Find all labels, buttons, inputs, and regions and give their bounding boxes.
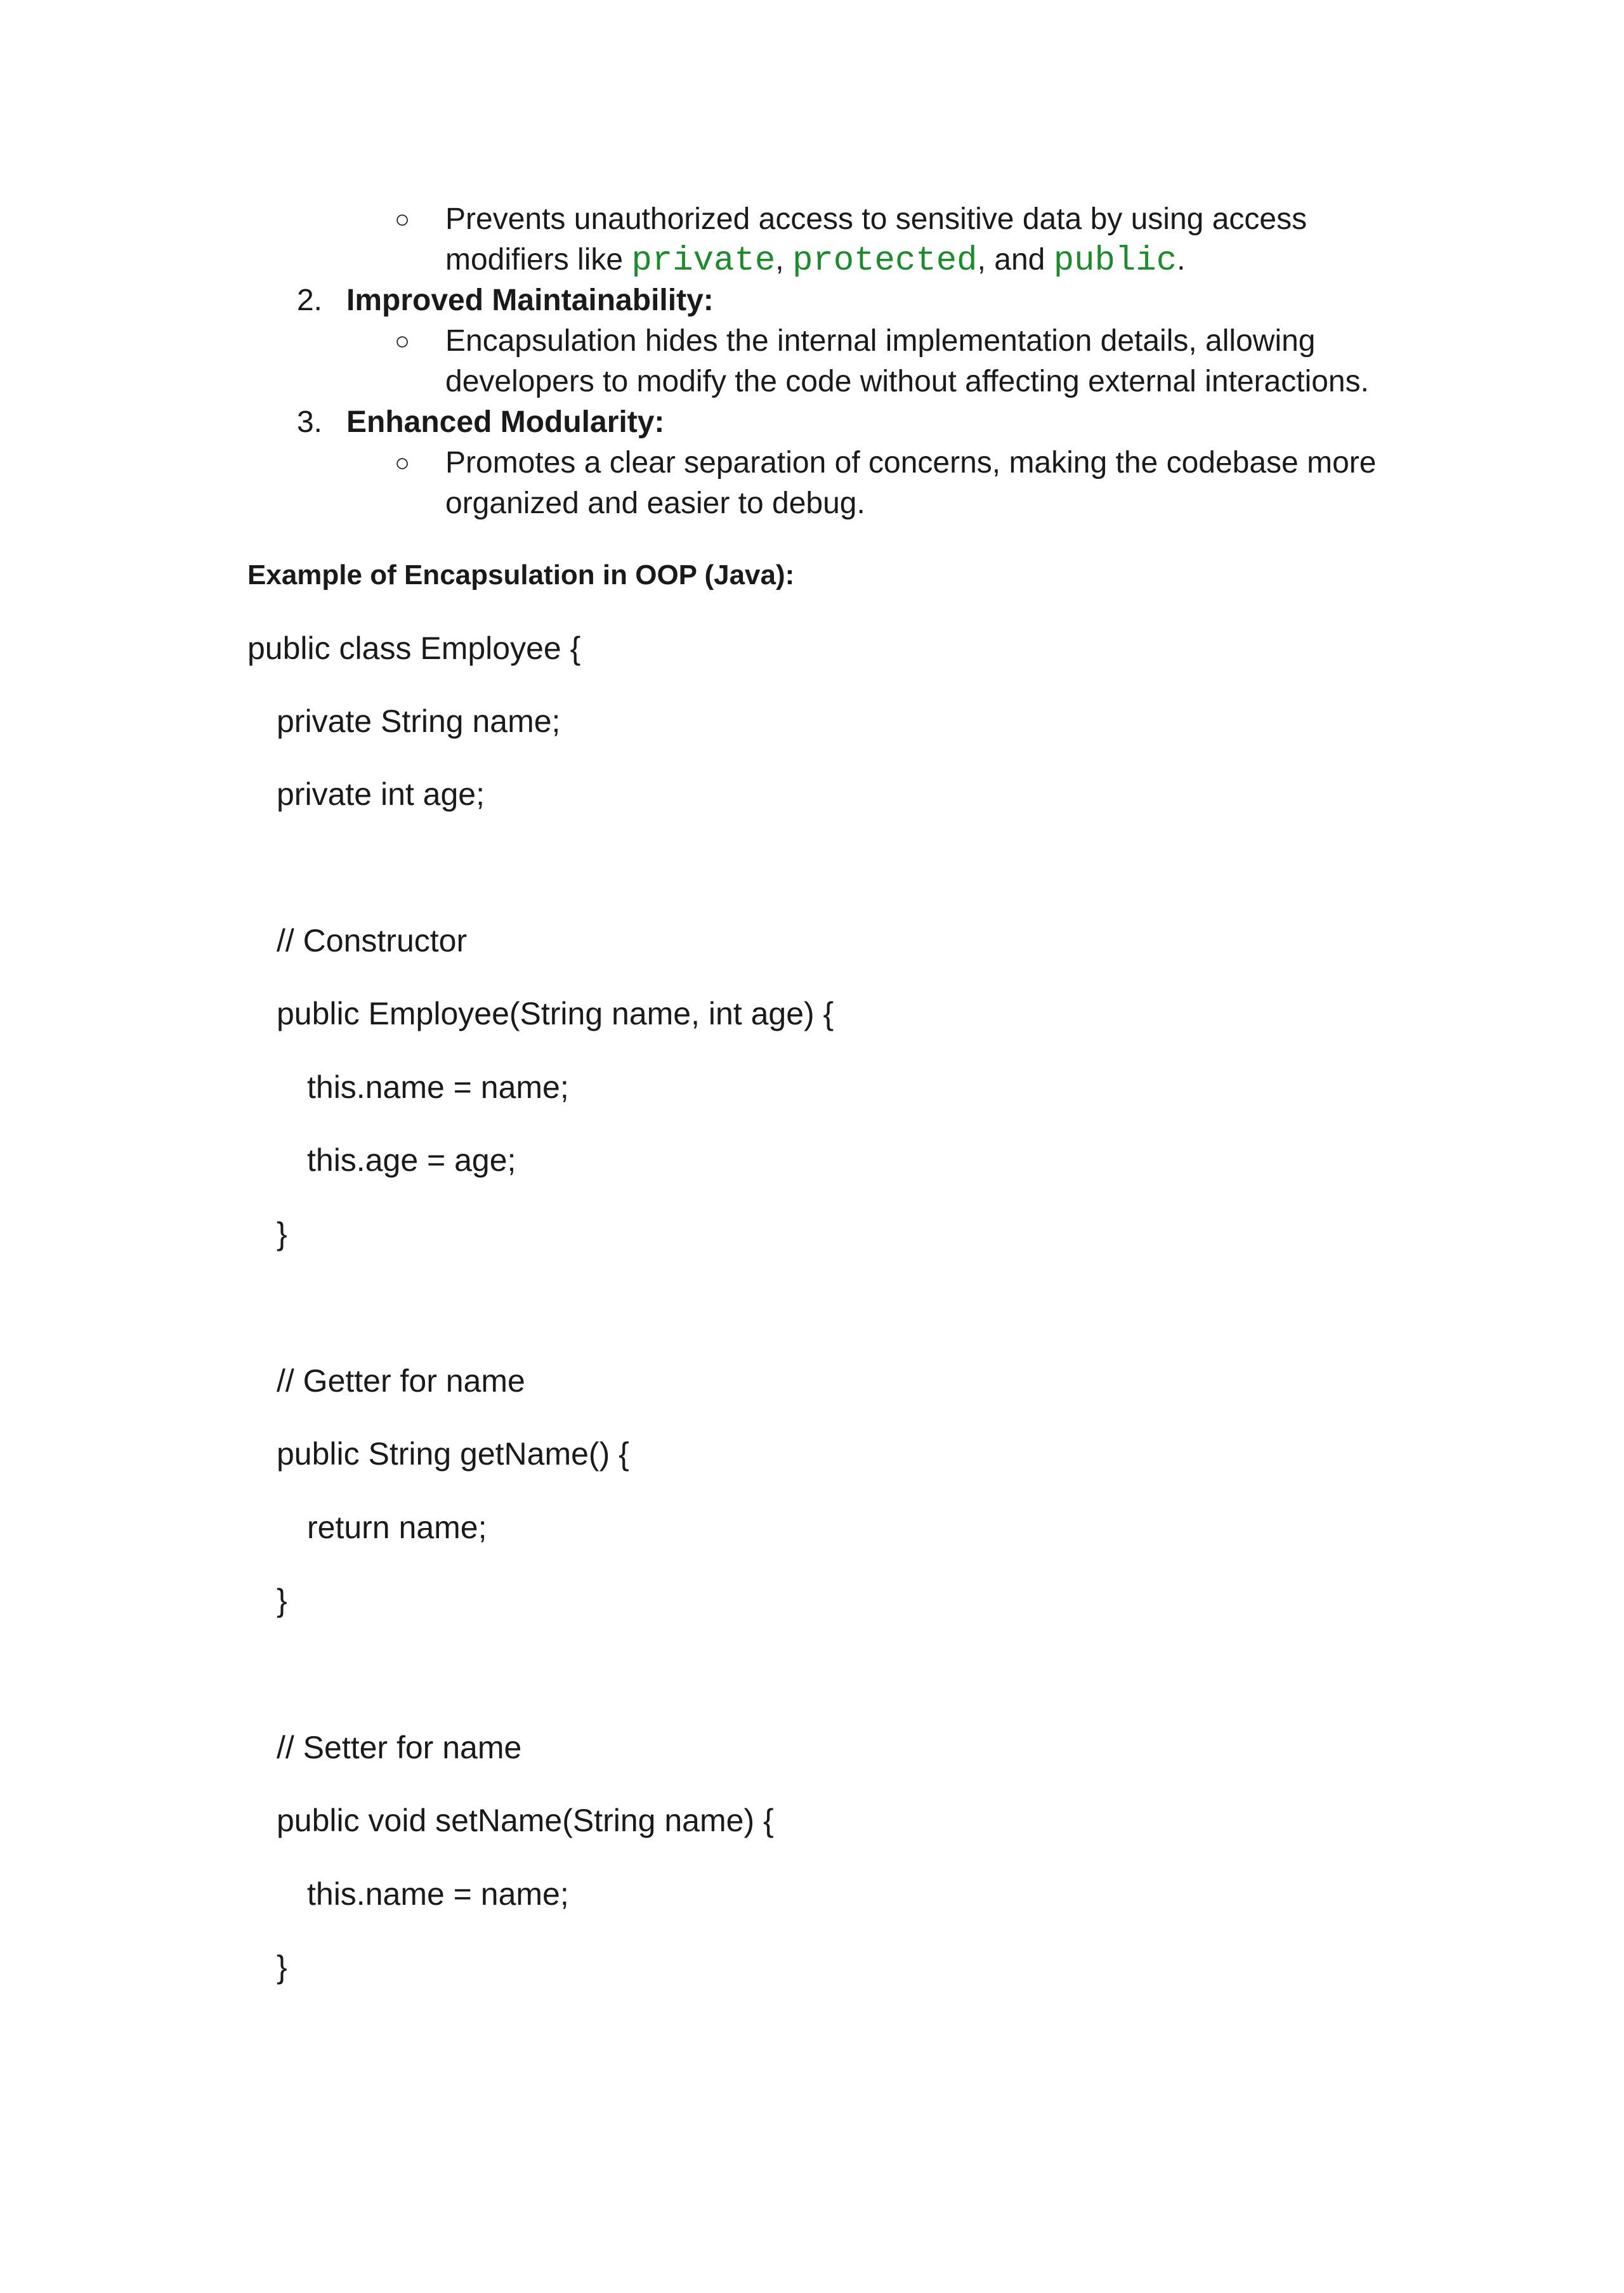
item3-number: 3. xyxy=(296,405,322,439)
code-comment: // Setter for name xyxy=(277,1730,522,1765)
item1-line2-prefix: modifiers like xyxy=(445,243,632,277)
code-line: } xyxy=(277,1583,287,1618)
item1-text-line2 xyxy=(445,240,1185,282)
keyword-protected: protected xyxy=(792,242,978,280)
code-comment: // Constructor xyxy=(277,923,468,958)
code-line: private String name; xyxy=(277,703,561,739)
code-line: public class Employee { xyxy=(247,630,581,666)
code-line: this.name = name; xyxy=(307,1069,569,1105)
code-line: this.name = name; xyxy=(307,1876,569,1912)
item1-sep2: , and xyxy=(977,243,1054,277)
item3-text-line2: organized and easier to debug. xyxy=(445,487,865,520)
keyword-private: private xyxy=(631,242,776,280)
code-line: return name; xyxy=(307,1510,487,1545)
code-line: this.age = age; xyxy=(307,1142,516,1178)
item2-title: Improved Maintainability: xyxy=(346,284,714,317)
bullet-icon: ○ xyxy=(395,327,410,355)
bullet-icon: ○ xyxy=(395,449,410,477)
item2-number: 2. xyxy=(296,284,322,317)
code-line: } xyxy=(277,1949,287,1985)
example-heading: Example of Encapsulation in OOP (Java): xyxy=(247,559,795,591)
item3-title: Enhanced Modularity: xyxy=(346,405,665,439)
item2-text-line1: Encapsulation hides the internal implementation details, allowing xyxy=(445,324,1316,358)
code-line: public Employee(String name, int age) { xyxy=(277,996,834,1031)
code-line: private int age; xyxy=(277,776,485,812)
item1-text-line1: Prevents unauthorized access to sensitive data by using access xyxy=(445,202,1307,236)
code-comment: // Getter for name xyxy=(277,1363,525,1399)
keyword-public: public xyxy=(1053,242,1177,280)
item1-sep1: , xyxy=(775,243,792,277)
code-line: public void setName(String name) { xyxy=(277,1803,774,1838)
code-line: } xyxy=(277,1216,287,1251)
code-line: public String getName() { xyxy=(277,1436,629,1472)
item2-text-line2: developers to modify the code without affecting external interactions. xyxy=(445,365,1369,398)
item1-end: . xyxy=(1177,243,1186,277)
bullet-icon: ○ xyxy=(395,206,410,233)
item3-text-line1: Promotes a clear separation of concerns, making the codebase more xyxy=(445,446,1377,480)
